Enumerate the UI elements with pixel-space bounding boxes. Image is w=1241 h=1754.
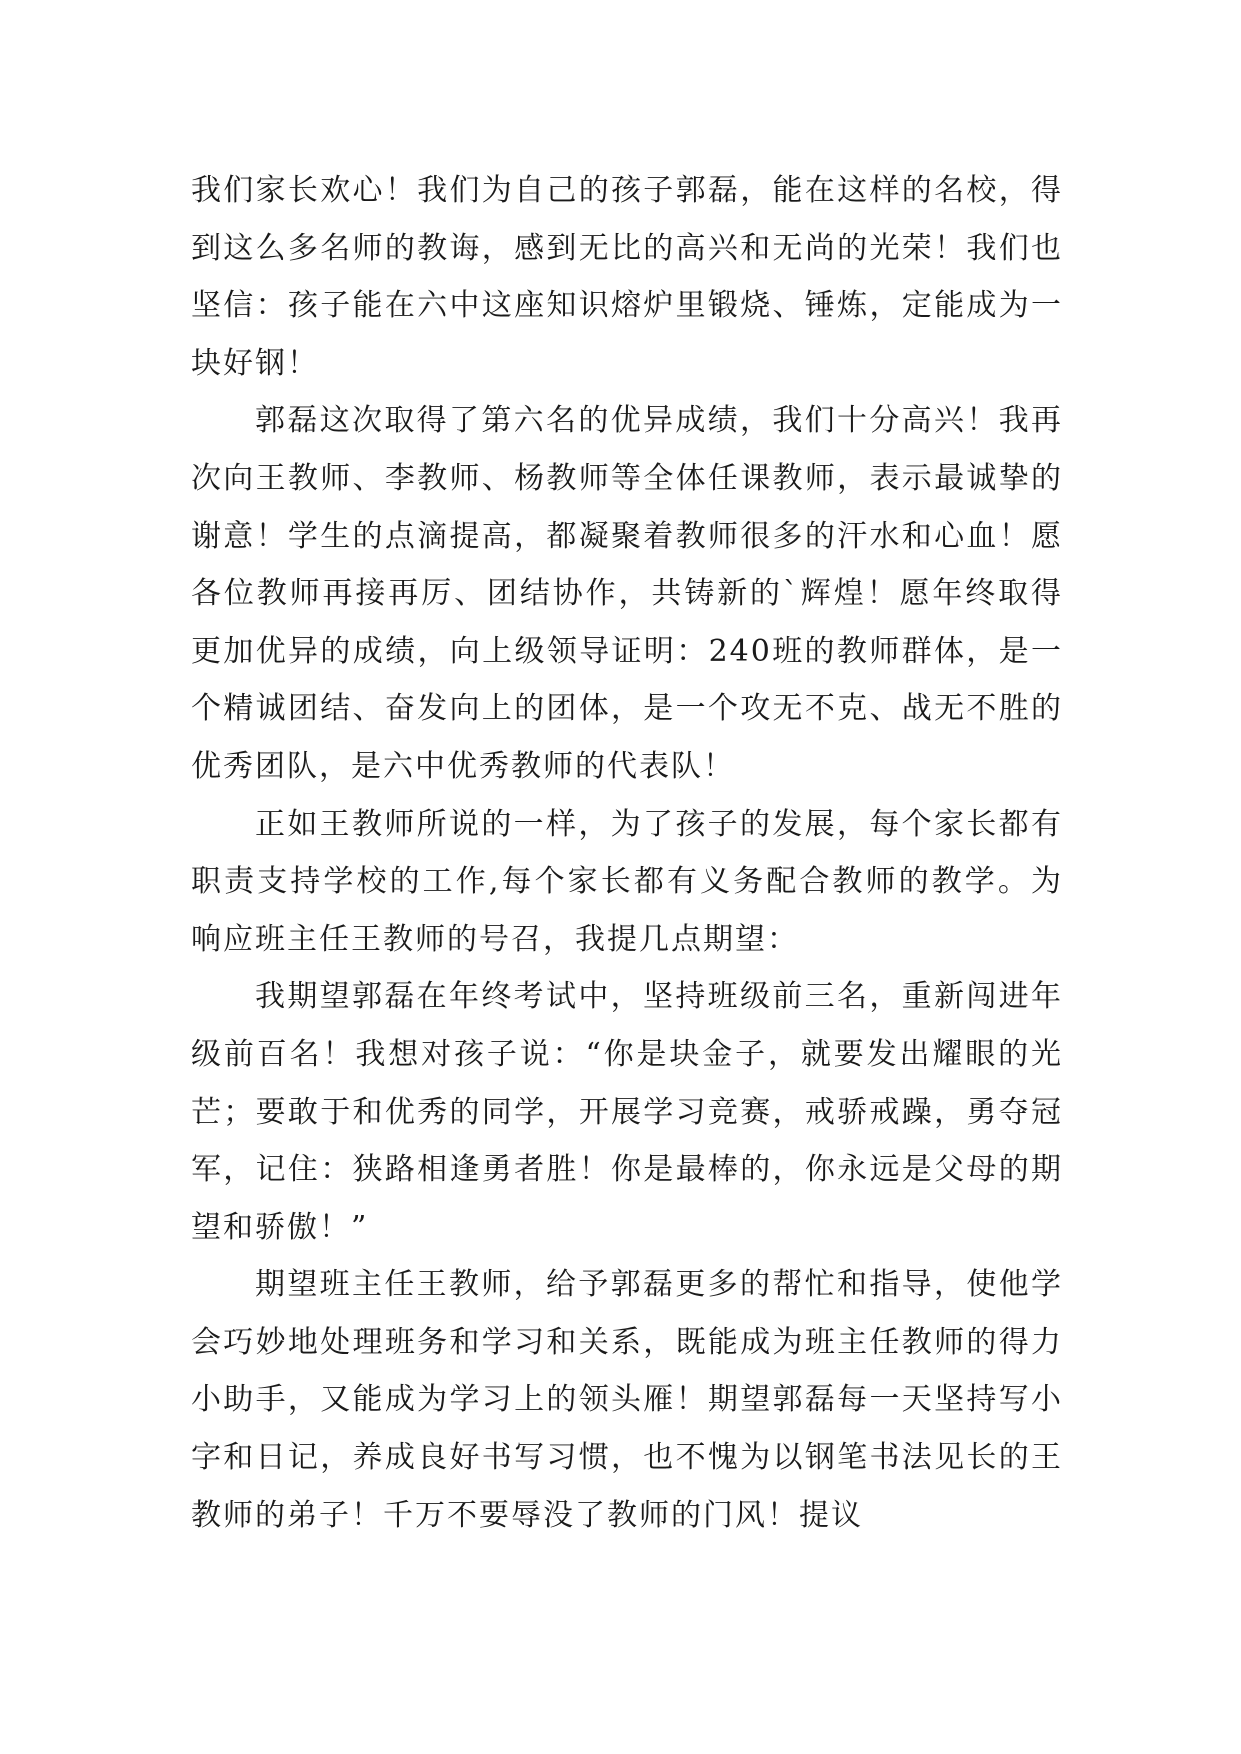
paragraph-2: 郭磊这次取得了第六名的优异成绩，我们十分高兴！我再次向王教师、李教师、杨教师等全体任课教师，表示最诚挚的谢意！学生的点滴提高，都凝聚着教师很多的汗水和心血！愿各位教师再接再厉、团结协作，共铸新的`辉煌！愿年终取得更加优异的成绩，向上级领导证明：240班的教师群体，是一个精诚团结、奋发向上的团体，是一个攻无不克、战无不胜的优秀团队，是六中优秀教师的代表队！ — [191, 403, 1063, 784]
paragraph-3: 正如王教师所说的一样，为了孩子的发展，每个家长都有职责支持学校的工作,每个家长都有义务配合教师的教学。为响应班主任王教师的号召，我提几点期望： — [191, 806, 1063, 957]
paragraph-1: 我们家长欢心！我们为自己的孩子郭磊，能在这样的名校，得到这么多名师的教诲，感到无比的高兴和无尚的光荣！我们也坚信：孩子能在六中这座知识熔炉里锻烧、锤炼，定能成为一块好钢！ — [191, 173, 1063, 381]
paragraph-5: 期望班主任王教师，给予郭磊更多的帮忙和指导，使他学会巧妙地处理班务和学习和关系，既能成为班主任教师的得力小助手，又能成为学习上的领头雁！期望郭磊每一天坚持写小字和日记，养成良好书写习惯，也不愧为以钢笔书法见长的王教师的弟子！千万不要辱没了教师的门风！提议 — [191, 1267, 1063, 1533]
document-body — [191, 162, 1063, 1544]
paragraph-4: 我期望郭磊在年终考试中，坚持班级前三名，重新闯进年级前百名！我想对孩子说：“你是块金子，就要发出耀眼的光芒；要敢于和优秀的同学，开展学习竞赛，戒骄戒躁，勇夺冠军，记住：狭路相逢勇者胜！你是最棒的，你永远是父母的期望和骄傲！” — [191, 979, 1063, 1245]
